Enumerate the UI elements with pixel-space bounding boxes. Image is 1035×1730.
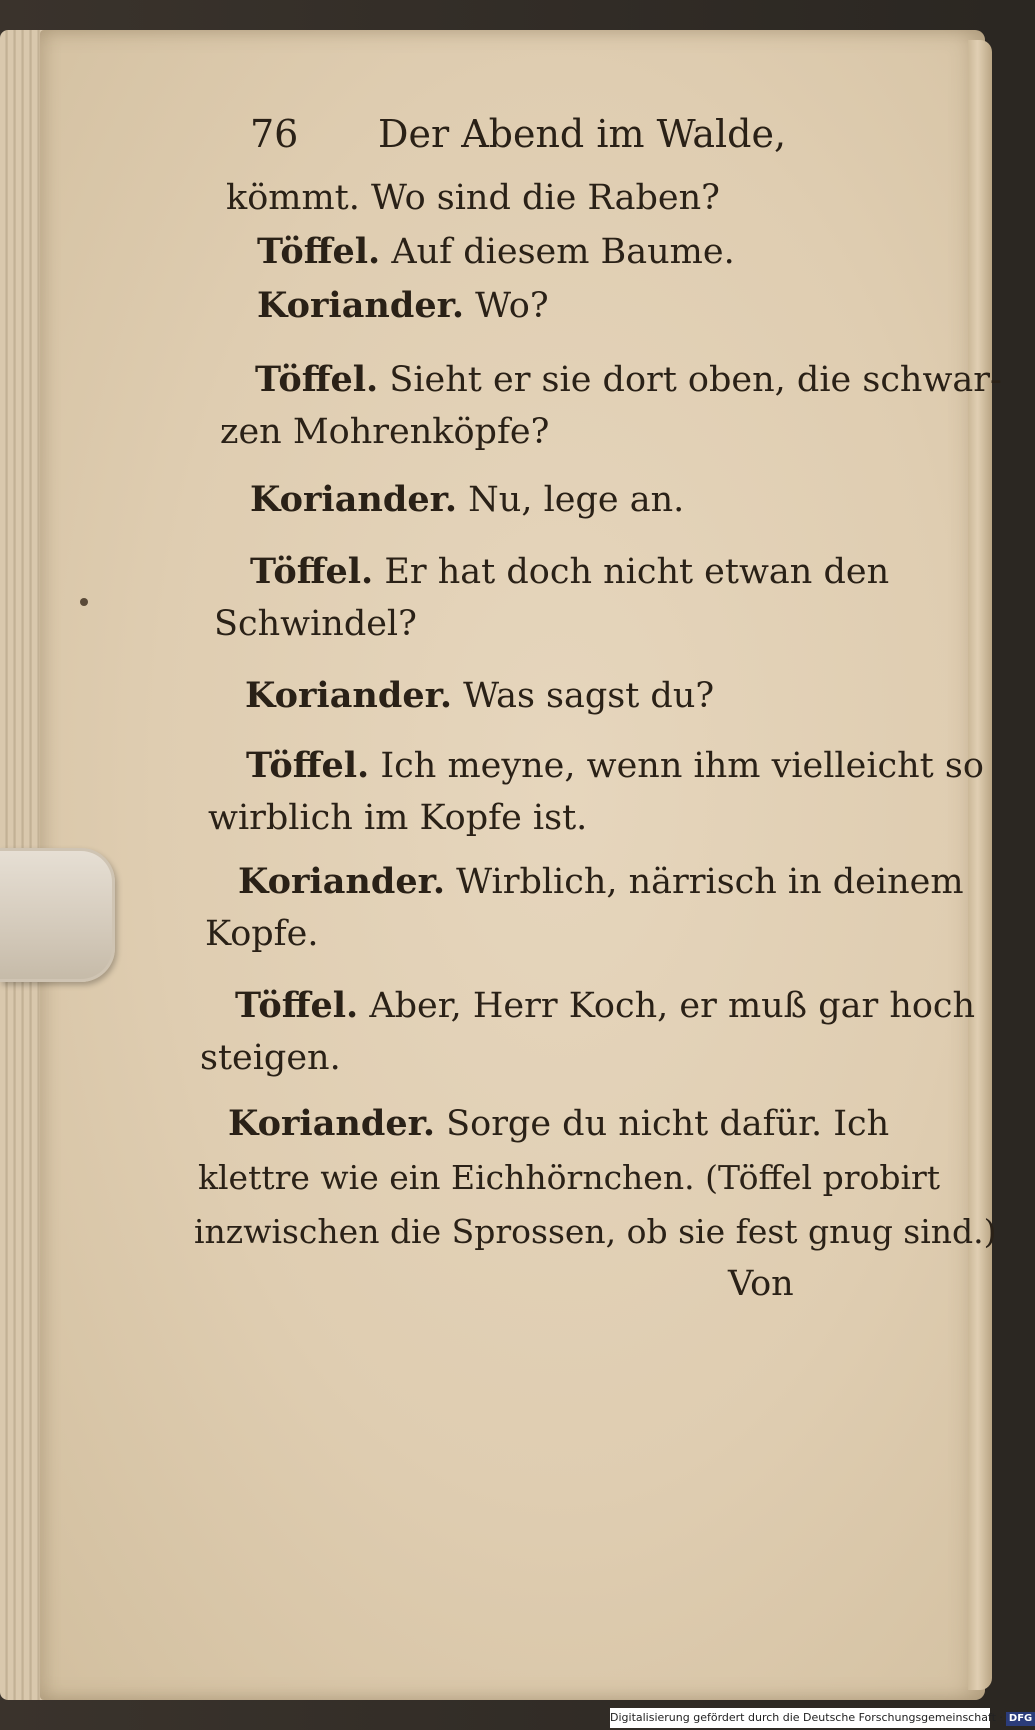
speaker-name: Koriander. (245, 675, 453, 716)
text-line-1: kömmt. Wo sind die Raben? (226, 178, 720, 218)
text-line-13: Kopfe. (205, 914, 319, 954)
text-line-7: Töffel. Er hat doch nicht etwan den (250, 551, 890, 592)
speaker-name: Töffel. (235, 985, 359, 1026)
text-line-10: Töffel. Ich meyne, wenn ihm vielleicht so (246, 745, 984, 786)
text-line-9: Koriander. Was sagst du? (245, 675, 715, 716)
page-right-edge (968, 40, 992, 1690)
text-line-6: Koriander. Nu, lege an. (250, 479, 685, 520)
speaker-name: Koriander. (257, 285, 465, 326)
text-line-17: klettre wie ein Eichhörnchen. (Töffel probirt (198, 1158, 941, 1197)
speaker-name: Koriander. (238, 861, 446, 902)
text-line-3: Koriander. Wo? (257, 285, 549, 326)
speaker-name: Töffel. (255, 359, 379, 400)
speaker-name: Koriander. (250, 479, 458, 520)
text-line-18: inzwischen die Sprossen, ob sie fest gnug sind.) (194, 1212, 997, 1251)
speaker-name: Koriander. (228, 1103, 436, 1144)
speaker-name: Töffel. (250, 551, 374, 592)
text-line-12: Koriander. Wirblich, närrisch in deinem (238, 861, 964, 902)
digitization-credit (610, 1708, 1033, 1728)
text-line-2: Töffel. Auf diesem Baume. (257, 231, 735, 272)
running-head: Der Abend im Walde, (378, 112, 787, 156)
speaker-name: Töffel. (246, 745, 370, 786)
text-line-11: wirblich im Kopfe ist. (208, 798, 588, 838)
text-line-15: steigen. (200, 1038, 341, 1078)
ink-spot (80, 598, 88, 606)
bookmark-clip (0, 848, 115, 982)
text-line-14: Töffel. Aber, Herr Koch, er muß gar hoch (235, 985, 976, 1026)
text-line-8: Schwindel? (214, 604, 417, 644)
dfg-logo: DFG (1006, 1712, 1035, 1726)
text-line-5: zen Mohrenköpfe? (220, 412, 550, 452)
speaker-name: Töffel. (257, 231, 381, 272)
catchword: Von (728, 1264, 794, 1304)
page-number: 76 (250, 112, 299, 156)
credit-text: Digitalisierung gefördert durch die Deutsche Forschungsgemeinschaft · (610, 1711, 1003, 1724)
text-line-16: Koriander. Sorge du nicht dafür. Ich (228, 1103, 890, 1144)
text-line-4: Töffel. Sieht er sie dort oben, die schwar- (255, 359, 1002, 400)
